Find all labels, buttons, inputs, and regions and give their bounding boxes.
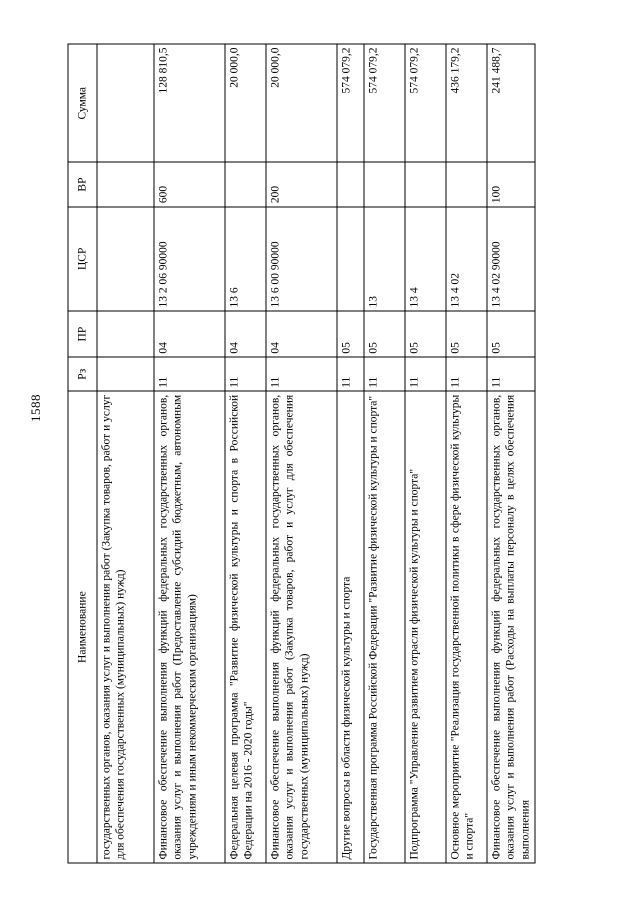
row-vr — [405, 162, 446, 206]
row-vr: 100 — [487, 162, 535, 206]
table-header-row — [68, 44, 97, 863]
row-rz: 11 — [337, 357, 364, 391]
row-vr — [446, 162, 487, 206]
row-csr: 13 4 02 — [446, 206, 487, 310]
column-header-vr: ВР — [68, 162, 97, 206]
row-sum: 574 079,2 — [405, 44, 446, 162]
document-table-container — [68, 43, 573, 863]
column-header-name: Наименование — [68, 391, 97, 863]
row-name: государственных органов, оказания услуг и выполнения работ (Закупка товаров, работ и услуг для обеспечения государственных (муниципальных) нужд) — [97, 391, 154, 863]
row-csr: 13 — [364, 206, 405, 310]
row-sum: 241 488,7 — [487, 44, 535, 162]
table-row — [446, 44, 487, 863]
row-rz: 11 — [446, 357, 487, 391]
row-csr: 13 4 02 90000 — [487, 206, 535, 310]
row-pr: 05 — [446, 311, 487, 357]
row-sum: 574 079,2 — [364, 44, 405, 162]
row-sum: 20 000,0 — [266, 44, 337, 162]
row-sum: 20 000,0 — [225, 44, 266, 162]
row-name: Финансовое обеспечение выполнения функций федеральных государственных органов, оказания услуг и выполнения работ (Предоставление субсидий бюджетным, автономным учреждениям и иным некоммерческим организациям) — [154, 391, 225, 863]
table-row — [487, 44, 535, 863]
row-rz — [97, 357, 154, 391]
row-csr — [97, 206, 154, 310]
row-csr: 13 2 06 90000 — [154, 206, 225, 310]
row-csr: 13 4 — [405, 206, 446, 310]
row-pr: 05 — [487, 311, 535, 357]
row-pr: 04 — [154, 311, 225, 357]
row-rz: 11 — [154, 357, 225, 391]
table-row — [266, 44, 337, 863]
row-vr: 200 — [266, 162, 337, 206]
row-rz: 11 — [266, 357, 337, 391]
row-vr: 600 — [154, 162, 225, 206]
row-pr: 05 — [364, 311, 405, 357]
row-pr — [97, 311, 154, 357]
row-vr — [225, 162, 266, 206]
row-name: Финансовое обеспечение выполнения функций федеральных государственных органов, оказания услуг и выполнения работ (Расходы на выплаты персоналу в целях обеспечения выполнения — [487, 391, 535, 863]
table-row — [405, 44, 446, 863]
row-rz: 11 — [225, 357, 266, 391]
table-row — [97, 44, 154, 863]
row-vr — [97, 162, 154, 206]
table-row — [154, 44, 225, 863]
row-pr: 05 — [337, 311, 364, 357]
column-header-pr: ПР — [68, 311, 97, 357]
row-sum: 436 179,2 — [446, 44, 487, 162]
row-name: Федеральная целевая программа "Развитие физической культуры и спорта в Российской Федерации на 2016 - 2020 годы" — [225, 391, 266, 863]
column-header-csr: ЦСР — [68, 206, 97, 310]
row-name: Подпрограмма "Управление развитием отрасли физической культуры и спорта" — [405, 391, 446, 863]
page-number: 1588 — [28, 394, 43, 422]
table-row — [337, 44, 364, 863]
row-csr: 13 6 — [225, 206, 266, 310]
row-csr — [337, 206, 364, 310]
row-sum: 574 079,2 — [337, 44, 364, 162]
column-header-rz: Рз — [68, 357, 97, 391]
row-name: Другие вопросы в области физической культуры и спорта — [337, 391, 364, 863]
row-vr — [337, 162, 364, 206]
row-pr: 04 — [266, 311, 337, 357]
budget-table — [68, 43, 536, 863]
row-csr: 13 6 00 90000 — [266, 206, 337, 310]
table-row — [225, 44, 266, 863]
table-row — [364, 44, 405, 863]
row-name: Государственная программа Российской Федерации "Развитие физической культуры и спорта" — [364, 391, 405, 863]
row-rz: 11 — [364, 357, 405, 391]
row-rz: 11 — [405, 357, 446, 391]
row-vr — [364, 162, 405, 206]
column-header-sum: Сумма — [68, 44, 97, 162]
row-pr: 05 — [405, 311, 446, 357]
row-rz: 11 — [487, 357, 535, 391]
row-sum: 128 810,5 — [154, 44, 225, 162]
row-name: Основное мероприятие "Реализация государственной политики в сфере физической культуры и спорта" — [446, 391, 487, 863]
row-pr: 04 — [225, 311, 266, 357]
row-sum — [97, 44, 154, 162]
row-name: Финансовое обеспечение выполнения функций федеральных государственных органов, оказания услуг и выполнения работ (Закупка товаров, работ и услуг для обеспечения государственных (муниципальных) нужд) — [266, 391, 337, 863]
